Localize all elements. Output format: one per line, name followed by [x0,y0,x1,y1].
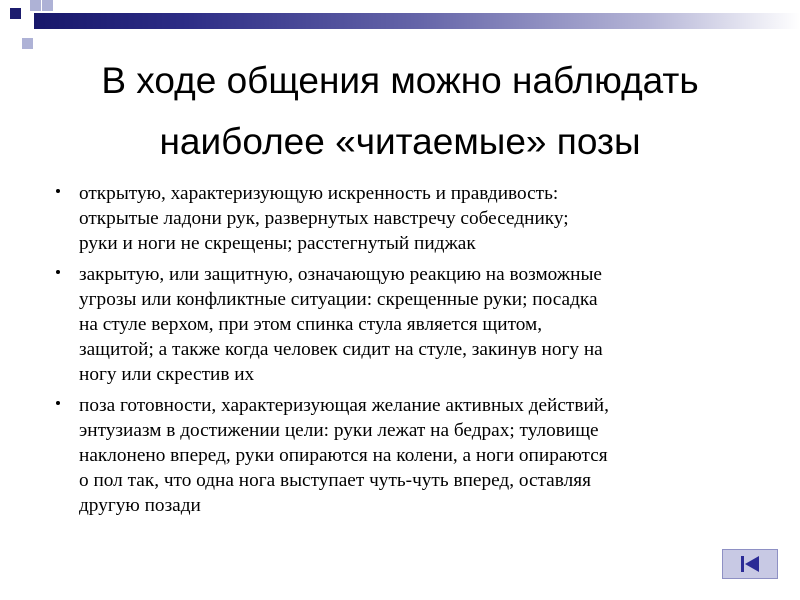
header-gradient-bar [34,13,800,29]
bullet-text-line: другую позади [79,495,201,516]
bullet-item [56,262,766,387]
bullet-text-line: ногу или скрестив их [79,364,255,385]
decorative-header-band [0,0,800,48]
bullet-text-line: о пол так, что одна нога выступает чуть-чуть вперед, оставляя [79,470,591,491]
bullet-text-line: на стуле верхом, при этом спинка стула является щитом, [79,314,543,335]
bullet-list [56,181,766,524]
bullet-text-line: энтузиазм в достижении цели: руки лежат на бедрах; туловище [79,420,599,441]
slide-title [40,50,760,172]
first-slide-button[interactable] [722,549,778,579]
decorative-square [30,0,41,11]
bullet-text-line: угрозы или конфликтные ситуации: скрещенные руки; посадка [79,289,598,310]
bullet-text-line: руки и ноги не скрещены; расстегнутый пиджак [79,233,476,254]
bullet-text-line: защитой; а также когда человек сидит на стуле, закинув ногу на [79,339,603,360]
bullet-text-line: наклонено вперед, руки опираются на колени, а ноги опираются [79,445,608,466]
bullet-dot-icon [56,401,60,405]
bullet-text-line: открытые ладони рук, развернутых навстречу собеседнику; [79,208,569,229]
bullet-text-line: поза готовности, характеризующая желание активных действий, [79,395,609,416]
bullet-dot-icon [56,270,60,274]
bullet-item [56,393,766,518]
bullet-text-line: открытую, характеризующую искренность и правдивость: [79,183,559,204]
decorative-square [10,8,21,19]
decorative-square [42,0,53,11]
bullet-text-line: закрытую, или защитную, означающую реакцию на возможные [79,264,602,285]
bullet-item [56,181,766,256]
decorative-square [22,38,33,49]
skip-to-first-icon [738,554,762,574]
slide-title-line: наиболее «читаемые» позы [159,121,641,162]
slide-title-line: В ходе общения можно наблюдать [101,60,699,101]
bullet-dot-icon [56,189,60,193]
